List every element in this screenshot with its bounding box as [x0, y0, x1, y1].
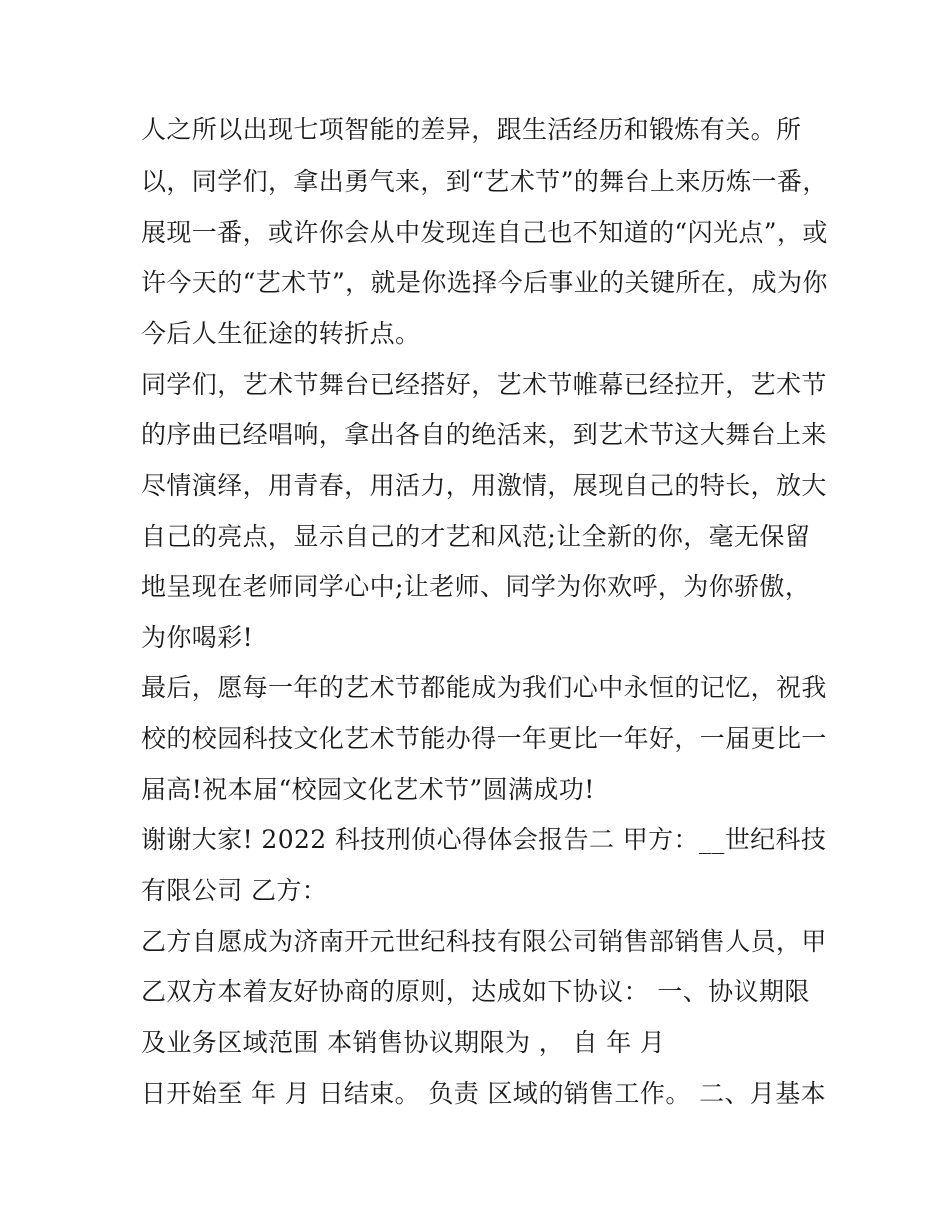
text-line: 日开始至 年 月 日结束。 负责 区域的销售工作。 二、月基本 — [141, 1079, 827, 1108]
text-line: 展现一番，或许你会从中发现连自己也不知道的“闪光点”，或 — [141, 218, 828, 247]
text-line: 同学们，艺术节舞台已经搭好，艺术节帷幕已经拉开，艺术节 — [141, 370, 827, 399]
text-line: 人之所以出现七项智能的差异，跟生活经历和锻炼有关。所 — [141, 115, 802, 144]
text-line: 及业务区域范围 本销售协议期限为 ， 自 年 月 — [141, 1028, 666, 1057]
text-line: 今后人生征途的转折点。 — [141, 319, 421, 348]
text-line: 尽情演绎，用青春，用活力，用激情，展现自己的特长，放大 — [141, 471, 827, 500]
text-line: 的序曲已经唱响，拿出各自的绝活来，到艺术节这大舞台上来 — [141, 420, 827, 449]
text-line: 以，同学们，拿出勇气来，到“艺术节”的舞台上来历炼一番， — [141, 167, 828, 196]
text-line: 地呈现在老师同学心中;让老师、同学为你欢呼，为你骄傲， — [141, 572, 811, 601]
text-line: 校的校园科技文化艺术节能办得一年更比一年好，一届更比一 — [141, 724, 827, 753]
text-line: 届高!祝本届“校园文化艺术节”圆满成功! — [141, 775, 595, 804]
text-line: 有限公司 乙方： — [141, 876, 328, 905]
text-line: 许今天的“艺术节”，就是你选择今后事业的关键所在，成为你 — [141, 268, 828, 297]
text-line: 最后，愿每一年的艺术节都能成为我们心中永恒的记忆，祝我 — [141, 673, 827, 702]
text-line: 谢谢大家! 2022 科技刑侦心得体会报告二 甲方：__世纪科技 — [141, 825, 827, 854]
text-line: 乙双方本着友好协商的原则，达成如下协议： 一、协议期限 — [141, 977, 810, 1006]
text-line: 自己的亮点，显示自己的才艺和风范;让全新的你，毫无保留 — [141, 522, 811, 551]
text-line: 为你喝彩! — [141, 623, 254, 652]
text-line: 乙方自愿成为济南开元世纪科技有限公司销售部销售人员，甲 — [141, 927, 827, 956]
